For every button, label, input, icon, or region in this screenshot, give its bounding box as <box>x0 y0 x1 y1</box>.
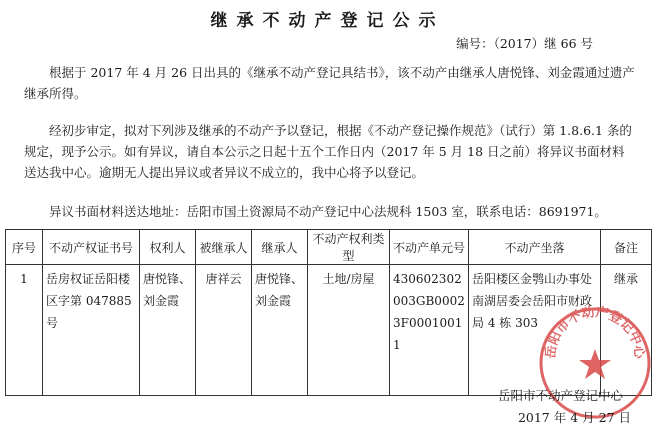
header-decedent: 被继承人 <box>196 230 252 265</box>
paragraph-intro: 根据于 2017 年 4 月 26 日出具的《继承不动产登记具结书》，该不动产由继承人唐悦锋、刘金霞通过遗产继承所得。 <box>24 65 635 101</box>
cell-right-holder: 唐悦锋、刘金霞 <box>140 265 196 396</box>
table-header-row <box>6 230 652 265</box>
header-heirs: 继承人 <box>252 230 308 265</box>
cell-seq: 1 <box>6 265 43 396</box>
cell-cert-no: 岳房权证岳阳楼区字第 047885 号 <box>43 265 140 396</box>
paragraph-address: 异议书面材料送达地址：岳阳市国土资源局不动产登记中心法规科 1503 室，联系电话：8691971。 <box>49 204 607 219</box>
seal-star-icon <box>579 349 611 379</box>
header-remark: 备注 <box>601 230 652 265</box>
issuer-name: 岳阳市不动产登记中心 <box>497 388 623 403</box>
header-right-type: 不动产权利类型 <box>308 230 390 265</box>
paragraph-review: 经初步审定，拟对下列涉及继承的不动产予以登记，根据《不动产登记操作规范》（试行）第 1.8.6.1 条的规定，现予公示。如有异议，请自本公示之日起十五个工作日内（2017 年 5 月 18 日之前）将异议书面材料送达我中心。逾期无人提出异议或者异议不成立的，我中心将予以登记。 <box>24 123 632 180</box>
header-cert-no: 不动产权证书号 <box>43 230 140 265</box>
cell-right-type: 土地/房屋 <box>308 265 390 396</box>
issue-date: 2017 年 4 月 27 日 <box>517 410 631 425</box>
header-seq: 序号 <box>6 230 43 265</box>
seal-text: 岳阳市不动产登记中心 <box>543 305 647 360</box>
official-seal-stamp <box>535 303 655 423</box>
header-unit-no: 不动产单元号 <box>390 230 469 265</box>
cell-unit-no: 430602302003GB00023F00010011 <box>390 265 469 396</box>
document-number: 编号：（2017）继 66 号 <box>456 36 593 51</box>
header-location: 不动产坐落 <box>469 230 601 265</box>
notice-title: 继承不动产登记公示 <box>210 11 445 31</box>
cell-decedent: 唐祥云 <box>196 265 252 396</box>
header-right-holder: 权利人 <box>140 230 196 265</box>
cell-location: 岳阳楼区金鹗山办事处南湖居委会岳阳市财政局 4 栋 303 <box>469 265 601 396</box>
cell-remark: 继承 <box>601 265 652 396</box>
cell-heirs: 唐悦锋、刘金霞 <box>252 265 308 396</box>
